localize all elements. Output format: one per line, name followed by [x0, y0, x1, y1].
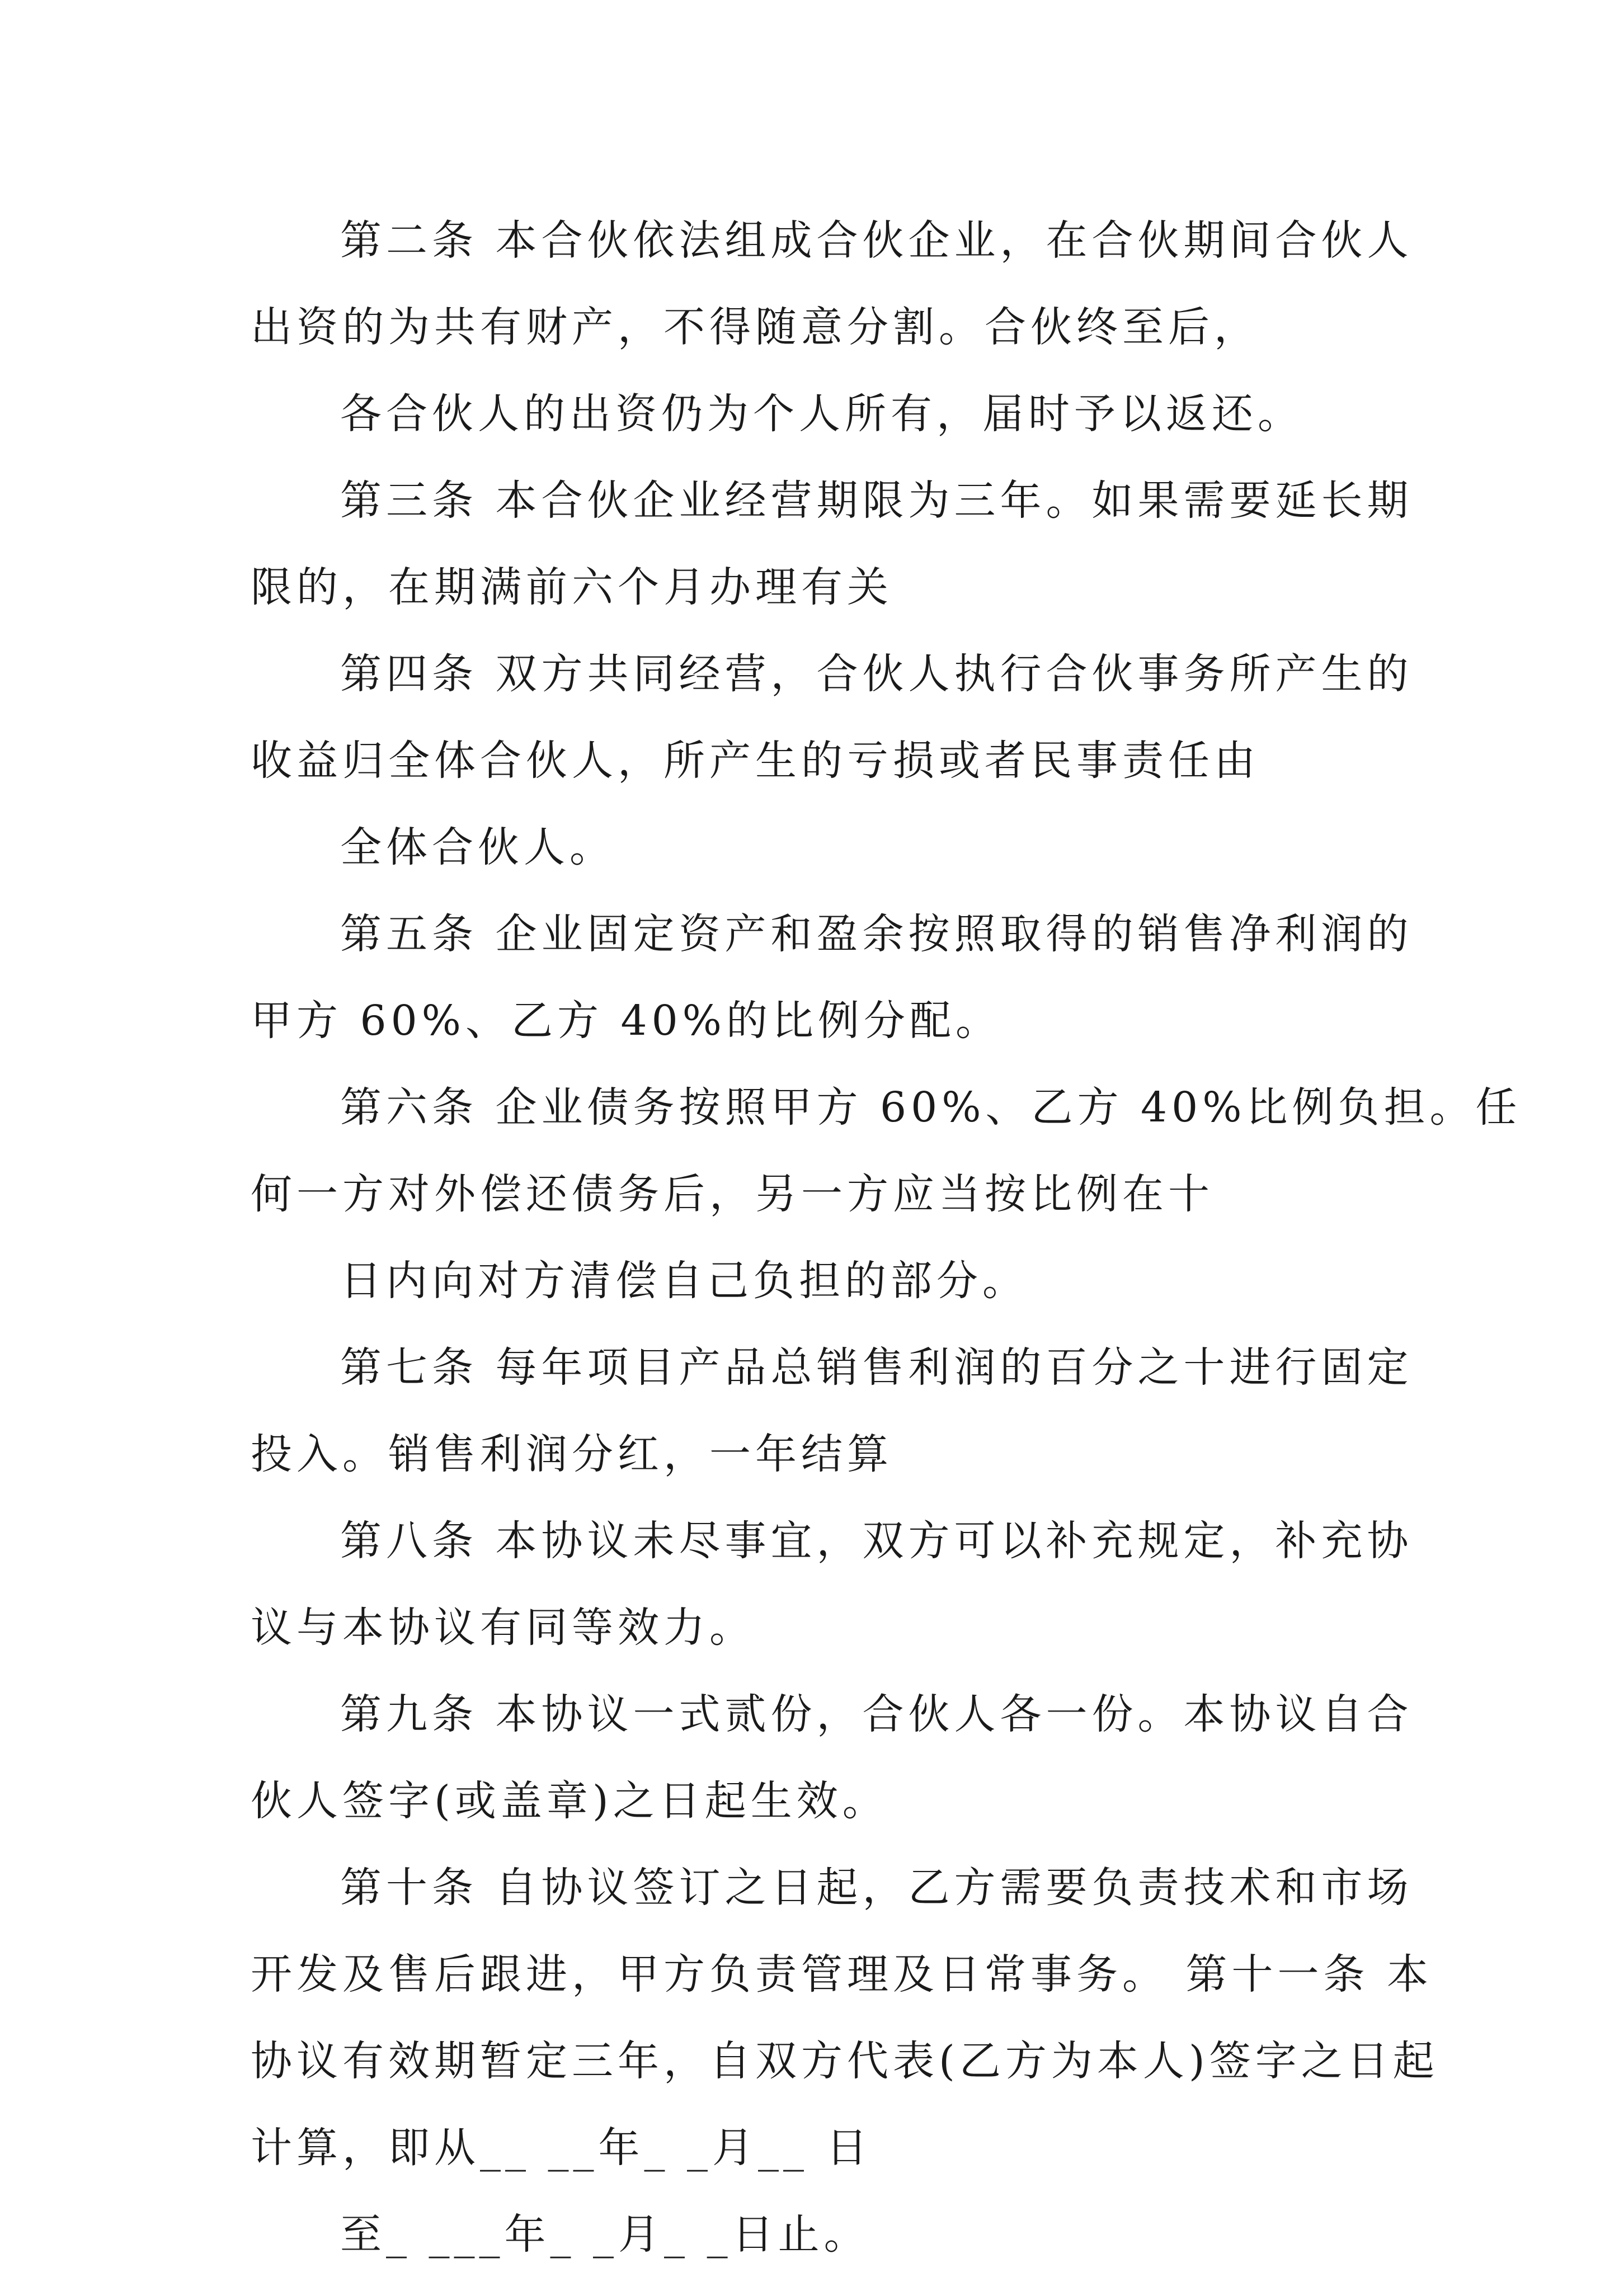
document-line: 协议有效期暂定三年，自双方代表(乙方为本人)签字之日起	[251, 2037, 1439, 2085]
document-line: 第八条 本协议未尽事宜，双方可以补充规定，补充协	[340, 1517, 1413, 1565]
document-line: 议与本协议有同等效力。	[251, 1604, 755, 1652]
document-line: 第二条 本合伙依法组成合伙企业，在合伙期间合伙人	[340, 216, 1413, 265]
document-line: 第九条 本协议一式贰份，合伙人各一份。本协议自合	[340, 1690, 1413, 1738]
document-line: 第十条 自协议签订之日起，乙方需要负责技术和市场	[340, 1864, 1413, 1912]
document-line: 第四条 双方共同经营，合伙人执行合伙事务所产生的	[340, 650, 1413, 698]
document-body	[251, 215, 1522, 2296]
document-line: 日内向对方清偿自己负担的部分。	[340, 1257, 1028, 1305]
document-line: 收益归全体合伙人，所产生的亏损或者民事责任由	[251, 737, 1260, 785]
document-line: 第七条 每年项目产品总销售利润的百分之十进行固定	[340, 1343, 1413, 1392]
document-line: 至_ ___年_ _月_ _日止。	[340, 2210, 870, 2259]
document-line: 投入。销售利润分红，一年结算	[251, 1430, 893, 1478]
document-line: 伙人签字(或盖章)之日起生效。	[251, 1777, 888, 1825]
document-line: 各合伙人的出资仍为个人所有，届时予以返还。	[340, 390, 1303, 438]
document-line: 何一方对外偿还债务后，另一方应当按比例在十	[251, 1170, 1214, 1218]
document-line: 全体合伙人。	[340, 823, 615, 871]
document-line: 第五条 企业固定资产和盈余按照取得的销售净利润的	[340, 910, 1413, 958]
document-line: 第六条 企业债务按照甲方 60%、乙方 40%比例负担。任	[340, 1083, 1522, 1132]
document-line: 计算，即从__ __年_ _月__ 日	[251, 2124, 872, 2172]
document-line: 甲方 60%、乙方 40%的比例分配。	[251, 997, 1001, 1045]
document-line: 限的，在期满前六个月办理有关	[251, 563, 893, 611]
document-line: 第三条 本合伙企业经营期限为三年。如果需要延长期	[340, 477, 1413, 525]
document-line: 开发及售后跟进，甲方负责管理及日常事务。 第十一条 本	[251, 1950, 1433, 1998]
document-line: 出资的为共有财产，不得随意分割。合伙终至后，	[251, 303, 1260, 351]
